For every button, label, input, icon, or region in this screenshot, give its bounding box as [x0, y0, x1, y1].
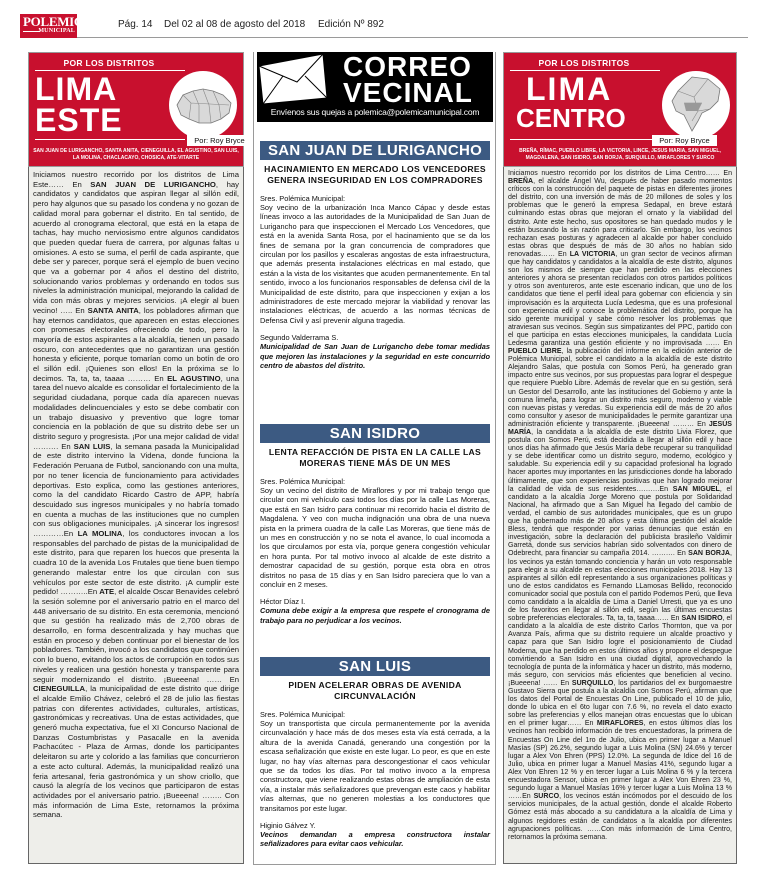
district-name: SURQUILLO [571, 679, 614, 687]
letter-editor-note: Vecinos demandan a empresa constructora instalar señalizadores para evitar caos vehicular. [260, 830, 490, 849]
correo-vecinal-banner [257, 52, 493, 122]
district-name: SAN ISIDRO [681, 615, 723, 623]
letter-headline: HACINAMIENTO EN MERCADO LOS VENCEDORES GENERA INSEGURIDAD EN LOS COMPRADORES [264, 164, 486, 185]
polemica-municipal-logo[interactable] [20, 14, 93, 38]
date-range: Del 02 al 08 de agosto del 2018 [164, 19, 306, 30]
district-name: SURCO [533, 793, 560, 801]
logo-text-top: POLEMICA [23, 14, 93, 29]
letter-signature: Higinio Gálvez Y. [260, 821, 316, 831]
banner-kicker: POR LOS DISTRITOS [538, 58, 630, 68]
lima-centro-map-icon [662, 71, 730, 139]
letter-san-luis [260, 657, 490, 849]
letter-san-isidro [260, 424, 490, 625]
district-name: JESÚS MARÍA [508, 420, 732, 436]
section-title: SAN LUIS [260, 657, 490, 676]
districts-list: SAN JUAN DE LURIGANCHO, SANTA ANITA, CIENEGUILLA, EL AGUSTINO, SAN LUIS, LA MOLINA, CHACLACAYO, CHOSICA, ATE-VITARTE [33, 148, 239, 161]
lima-este-banner [28, 52, 244, 167]
banner-rule [35, 139, 185, 140]
envelope-icon [257, 52, 329, 104]
district-name: EL AGUSTINO [167, 373, 221, 383]
letter-signature: Segundo Valderrama S. [260, 333, 339, 343]
letter-salutation: Sres. Polémica Municipal: [260, 710, 346, 719]
page-number: Pág. 14 [118, 19, 153, 30]
edition-number: Edición Nº 892 [318, 19, 384, 30]
district-name: LA VICTORIA [569, 250, 616, 258]
letter-salutation: Sres. Polémica Municipal: [260, 194, 346, 203]
letter-salutation: Sres. Polémica Municipal: [260, 477, 346, 486]
letter-editor-note: Municipalidad de San Juan de Lurigancho debe tomar medidas que mejoren las instalaciones y la seguridad en este concurrido centro de abastos del distrito. [260, 342, 490, 371]
correo-email-link[interactable]: Envíenos sus quejas a polemica@polemicamunicipal.com [270, 107, 480, 117]
byline: Por: Roy Bryce [652, 135, 717, 146]
letter-san-juan-de-lurigancho [260, 141, 490, 371]
banner-title-lima: LIMA [526, 71, 613, 107]
banner-title-centro: CENTRO [516, 103, 626, 133]
letter-signature: Héctor Díaz I. [260, 597, 306, 607]
letter-headline: LENTA REFACCIÓN DE PISTA EN LA CALLE LAS MORERAS TIENE MÁS DE UN MES [268, 447, 482, 468]
lima-centro-banner [503, 52, 737, 167]
district-name: MIRAFLORES [596, 720, 644, 728]
district-name: SAN MIGUEL [672, 485, 720, 493]
correo-title: CORREO [343, 51, 472, 82]
banner-kicker: POR LOS DISTRITOS [63, 58, 155, 68]
lima-este-column [28, 52, 244, 864]
lima-este-map-icon [169, 71, 237, 139]
district-name: BREÑA [508, 178, 534, 186]
lima-este-article: Iniciamos nuestro recorrido por los distritos de Lima Este…… En SAN JUAN DE LURIGANCHO, hay candidatos y candidatos que aspiran llegar al sillón edil, pero hay algunos que su pasado los condena y no gozan de calidad moral para gobernar el distrito. En tal sentido, de acuerdo al cronograma electoral, que está en la etapa de tachas, hay mucho nerviosismo entre algunos candidatos que pueden quedar fuera de carrera, por algunas faltas u omisiones. A esto se suma, el perfil de cada aspirante, que debe ser y parecer, porque será el ejemplo de buen vecino que va a gobernar por 4 años el destino del distrito, solucionando varios problemas y ordenando en todos sus niveles la administración municipal, mejorando la calidad de vida con más obras y mejores servicios. ¡A elegir al buen vecino! ….. En SANTA ANITA, los pobladores afirman que hay eternos candidatos, que aparecen en estas elecciones con promesas electorales ofreciendo de todo, pero la mayoría de estos aspirantes a la alcaldía, tienen un pasado oscuro, con antecedentes que no garantizan una gestión honesta y eficiente, porque tomarían como un botín de oro el sillón edil. ¡Quienes son ellos! En la próxima se lo decimos. Ta, ta, ta, taaaa ……… En EL AGUSTINO, una tarea del nuevo alcalde es consolidar el fortalecimiento de la seguridad ciudadana, porque cada día aparecen nuevas modalidades delincuenciales y esto se debe combatir con un trabajo disuasivo y preventivo que logre tomar conciencia en la población de que su distrito debe ser un distrito seguro y progresista. ¡Por una mejor calidad de vida! ………. En SAN LUIS, la semana pasada la Municipalidad de este distrito intervino la Videna, donde funciona la Federación Peruana de Futbol, sancionando con una multa, por no tener licencia de funcionamiento para actividades deportivas. Esto explica, como las gestiones anteriores, como la del candidato Ricardo Castro de APP, habría descuidado sus ingresos municipales y no habría tomado en cuenta a muchas de las instituciones que no cumplen con sus obligaciones municipales. ¡A sincerar los ingresos! …………En LA MOLINA, los conductores invocan a los responsables del parchado de pistas de la municipalidad de este distrito, para que reparen los huecos que presenta la cuadra 10 de la avenida Los Frutales que tiene buen tiempo generando malestar entre los que circulan con sus vehículos por este sector de este distrito. ¡A cumplir este pedido! ………..En ATE, el alcalde Oscar Benavides celebró la sesión solemne por el aniversario patrio en el marco del 448 aniversario de su distrito. En esta ceremonia, mencionó que su gestión ha realizado más de 2,700 obras de desarrollo, en forma descentralizada y hay muchas que están en proceso y deben continuar por el bienestar de los pobladores. También, invocó a los candidatos que continúen con lo bueno, evitando los actos de corrupción en todos sus niveles y realicen una gestión honesta y transparente para seguir modernizando el distrito. ¡Bueeena! …… En CIENEGUILLA, la municipalidad de este distrito que dirige el alcalde Emilio Chávez, celebró el 28 de julio las fiestas patrias con diferentes actividades, culturales, artísticas, gastronómicas y recreativas. Una de estas actividades, que generó mucha expectativa, fue el XI Concurso Nacional de Danzas Costumbristas y Pasacalle en la avenida Pachacútec - Plaza de Armas, donde los participantes deleitaron su arte y colorido a las familias que concurrieron a este acto cultural. Además, la municipalidad realizó una feria artesanal, feria gastronómica y un show criollo, que causó la alegría de los vecinos que participaron de estas actividades por el aniversario patrio. ¡Bueeena! …….. Con más información de Lima Este, retornamos la próxima semana. [28, 167, 244, 864]
district-name: SAN BORJA [688, 550, 731, 558]
letter-editor-note: Comuna debe exigir a la empresa que respete el cronograma de trabajo para no perjudicar a los vecinos. [260, 606, 490, 625]
banner-title-este: ESTE [35, 102, 123, 138]
district-name: SAN JUAN DE LURIGANCHO [90, 179, 216, 189]
banner-title-lima: LIMA [35, 71, 118, 107]
banner-rule [510, 139, 660, 140]
vecinal-title: VECINAL [343, 77, 473, 108]
district-name: CIENEGUILLA [33, 684, 86, 694]
letter-body: Soy vecino de la urbanización Inca Manco Cápac y desde estas líneas invoco a las autoridades de la Municipalidad de San Juan de Lurigancho para que inspeccionen el Mercado Los Vencedores, que está en la avenida Santa Rosa, por el hacinamiento que se da los fines de semana por la gran concurrencia de compradores que circulan por los pasillos y escaleras angostas de esta infraestructura, que además presenta instalaciones eléctricas en mal estado, que están a la vista de los visitantes que acuden permanentemente. En tal sentido, invoco a los funcionarios responsables de defensa civil de la Municipalidad de este distrito, para que inspeccionen y exijan a los administradores de este mercado mejorar la viabilidad y renovar las instalaciones eléctricas, de acuerdo a las normas técnicas de Defensa Civil y así prevenir alguna tragedia. [260, 203, 490, 325]
lima-centro-article: Iniciamos nuestro recorrido por los distritos de Lima Centro…… En BREÑA, el alcalde Ángel Wu, después de haber pasado momentos críticos con la construcción del paquete de pistas en diferentes jirones del distrito, con una inversión de más de 20 millones de soles y los problemas que le generó la empresa Sedapal, en breve estará culminando estas obras que mejoran el ornato y la viabilidad del distrito. Ante este hecho, sus opositores se han quedado mudos y le están buscando la sin razón para criticarlo. Sin embargo, los vecinos rechazan esas posturas y agradecen al alcalde por haber concluido estas obras que después de más de 30 años no habían sido renovadas…… En LA VICTORIA, un gran sector de vecinos afirman que hay candidatos y candidatos a la alcaldía de este distrito, algunos son los mismos de siempre que han perdido en las elecciones anteriores y ahora se presentan reciclados con otros partidos políticos y otros son aventureros, ante este escenario indican, que uno de los candidatos que tiene el perfil ideal para gobernar con eficiencia y sin improvisación es la arquitecta Lucía Ledesma, que es una profesional con experiencia edil y conoce la problemática del distrito, porque ha sido gerente municipal y sabe cómo resolver los problemas que atraviesan sus vecinos. Según sus simpatizantes del PPC, partido con el que participa en estas elecciones municipales, la candidata Lucía Ledesma garantiza una gestión eficiente y no improvisada …… En PUEBLO LIBRE, la publicación del informe en la edición anterior de Polémica Municipal, sobre el candidato a la alcaldía de este distrito Alejandro Salas, que postula con Somos Perú, ha generado gran impacto entre sus vecinos, por sus propuestas para lograr el despegue que requiere Pueblo Libre. Además de revelar que en su gestión, será un Gestor del Desarrollo, ante las instituciones del Gobierno y ante la comuna limeña, para lograr un distrito más seguro, moderno y viable con nuevas pistas y veredas. Su experiencia edil de más de 20 años como consultor y asesor de municipalidades le permite garantizar una administración eficiente y transparente. ¡Bueeena! ……… En JESÚS MARÍA, la candidata a la alcaldía de este distrito Livia Florez, que postula con Somos Perú, está decidida a llegar al sillón edil y hace unos días ha afirmado que Jesús María debe recuperar su tranquilidad y se debe identificar como un distrito seguro, moderno, ecológico y saludable. Su experiencia edil y su capacidad profesional ha logrado hacer aportes muy importantes en las jurisdicciones donde ha laborado últimamente, que son experiencias positivas que han logrado mejorar la calidad de vida de sus residentes……….En SAN MIGUEL, el candidato a la alcaldía Jorge Moreno que postula por Solidaridad Nacional, ha afirmado que a San Miguel ha llegado del cambio de verdad, el cambio de sus autoridades municipales, que es un grupo que ha gobernado más de 20 años y esta última gestión del alcalde Bless, tendrá que responder por varias denuncias que están en investigación, sobre la declaración del publicista brasileño Valdimir Garretá, donde sus servicios habrían sido solventados con dinero de Odebrecht, para financiar su campaña 2014. ………. En SAN BORJA, los vecinos ya están tomando conciencia y harán un voto responsable para elegir a su alcalde en estas elecciones municipales 2018. Hay 13 aspirantes al sillón edil representando a sus organizaciones políticas y uno de estos candidatos es Fernando LLamosas Bellido, reconocido comunicador social que postula con el partido Podemos Perú, que lleva como candidato a la alcaldía de Lima a Daniel Urresti, que ya es uno de los favoritos en llegar al sillón edil, según las últimas encuestas sobre preferencias electorales. Ta, ta, ta, taaaa…… En SAN ISIDRO, el candidato a la alcaldía de este distrito Carlos Thornton, que va por Avanza País, afirma que su distrito requiere un alcalde proactivo y capaz para que San Isidro logre el posicionamiento de Ciudad Moderna, que ha perdido en estos últimos años y propone el despegue convirtiendo a San Isidro en una ciudad digital, aprovechando la tecnología de punta de la informática y hacer un distrito, más moderno, más seguro, con servicios más eficientes que beneficien al vecino. ¡Bueeena! …… En SURQUILLO, los partidarios del ex burgomaestre Gustavo Sierra que postula a la alcaldía con Somos Perú, afirman que los datos del Portal de Encuestas On Line, publicado el 10 de julio, donde lo ubica en el 6to lugar con 7.6 %, no revela el dato exacto sobre las preferencias y ellos manejan otras encuestas que lo ubican en el primer lugar…… En MIRAFLORES, en estos últimos días los vecinos han recibido información de tres encuestadoras, la primera de Encuestas On Line del 1ro de Julio, ubica en primer lugar a Manuel Masías (SP) 26.2%, segundo lugar a Luis Molina (SN) 24.6% y tercer lugar a Alex Von Ehren (PPS) 12.0%. La segunda de Idice del 16 de Julio, ubica en primer lugar a Manuel Masías 41%, segundo lugar a Alex Von Ehren 12 % y en tercer lugar a Luis Molina 6 % y la tercera encuestadora Sensor, ubica en primer lugar a Alex Von Ehren 23 %, segundo lugar a Manuel Masías 16% y tercer lugar a Luis Molina 13 % ……En SURCO, los vecinos están incómodos por el descuido de los servicios municipales, de la actual gestión, donde el alcalde Roberto Gómez está más abocado a su candidatura a la alcaldía de Lima y algunos regidores están de candidatos a la alcaldía por diferentes agrupaciones políticas. ……Con más información de Lima Centro, retornamos la próxima semana. [503, 167, 737, 864]
letter-body: Soy un transportista que circula permanentemente por la avenida circunvalación y hace más de dos meses esta vía está cerrada, a la altura de la avenida Canadá, generando una congestión por la escasa señalización que existe en este lugar. Lo peor, es que en este lugar, no hay vías alternas para descongestionar el caos vehicular que se da todos los días. Por tal motivo invoco a la empresa constructora, que viene realizando estas obras de ampliación de esta vía, a instalar más señalizadores que prevengan este caos y habilitar vías alternas, que no generen molestias a los conductores que transitamos por este lugar. [260, 719, 490, 813]
section-title: SAN JUAN DE LURIGANCHO [260, 141, 490, 160]
correo-vecinal-column [253, 52, 496, 865]
district-name: ATE [99, 587, 115, 597]
letter-body: Soy un vecino del distrito de Miraflores y por mi trabajo tengo que circular con mi vehículo casi todos los días por la calle Las Moreras, que está en San Isidro para continuar mi recorrido hacia el distrito de Magdalena. Y veo con mucha indignación una obra de una nueva pista en la primera cuadra de la calle Las Moreras, que tiene más de un mes en construcción y no se nota el avance, lo cual incomoda a los que circulamos por esta vía, porque genera congestión vehicular en hora punta. Por tal motivo invoco al alcalde de este distrito a demostrar capacidad de su gestión, porque esta obra en otros distritos no pasa de 15 días y en San Isidro pareciera que lo van a concluir en 2 meses. [260, 486, 490, 590]
letter-headline: PIDEN ACELERAR OBRAS DE AVENIDA CIRCUNVALACIÓN [288, 680, 462, 701]
district-name: PUEBLO LIBRE [508, 348, 562, 356]
district-name: SANTA ANITA [87, 305, 139, 315]
logo-text-bottom: MUNICIPAL [38, 28, 75, 34]
byline: Por: Roy Bryce [187, 135, 252, 146]
page-header [20, 14, 748, 38]
district-name: SAN LUIS [73, 441, 111, 451]
district-name: LA MOLINA [77, 529, 123, 539]
districts-list: BREÑA, RÍMAC, PUEBLO LIBRE, LA VICTORIA, LINCE, JESUS MARIA, SAN MIGUEL, MAGDALENA, SAN ISIDRO, SAN BORJA, SURQUILLO, MIRAFLORES Y SURCO [519, 148, 721, 161]
lima-centro-column [503, 52, 737, 864]
section-title: SAN ISIDRO [260, 424, 490, 443]
